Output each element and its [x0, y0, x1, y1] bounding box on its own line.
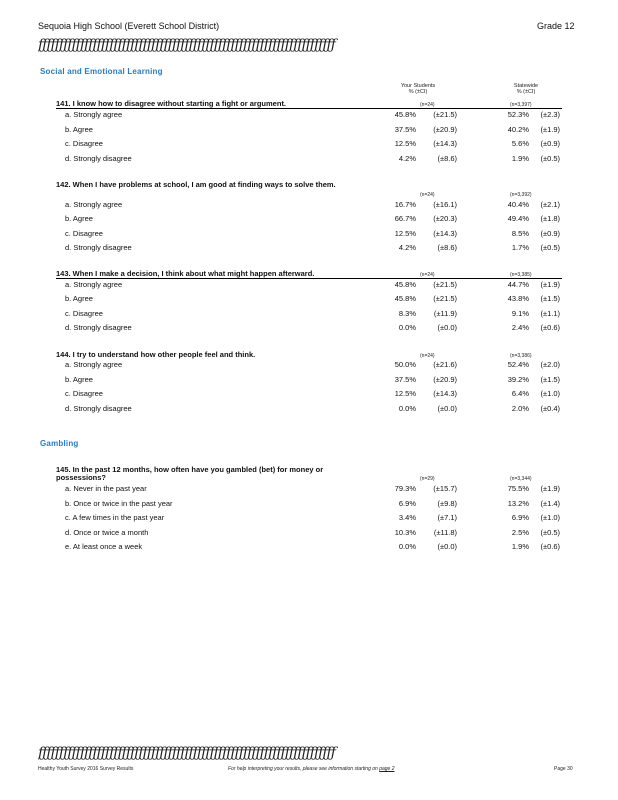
option-label: a. Never in the past year	[65, 484, 147, 493]
question-title: 145. In the past 12 months, how often have you gambled (bet) for money or possessions?	[56, 465, 324, 482]
table-row	[0, 323, 618, 337]
n-yours: (n=24)	[420, 102, 435, 108]
state-percent: 2.0%	[511, 404, 529, 413]
your-percent: 12.5%	[394, 229, 416, 238]
col-head-state	[496, 83, 556, 95]
your-ci: (±21.5)	[433, 280, 457, 289]
question-rule	[56, 278, 562, 279]
decorative-rule-bottom: ƒƒƒƒƒƒƒƒƒƒƒƒƒƒƒƒƒƒƒƒƒƒƒƒƒƒƒƒƒƒƒƒƒƒƒƒƒƒƒƒƒƒƒƒƒƒƒƒƒƒƒƒƒƒƒƒƒƒƒƒƒƒƒƒƒƒƒƒƒƒƒ	[38, 745, 335, 761]
your-ci: (±7.1)	[437, 513, 457, 522]
your-percent: 45.8%	[394, 280, 416, 289]
your-ci: (±15.7)	[433, 484, 457, 493]
your-ci: (±14.3)	[433, 229, 457, 238]
n-state: (n=3,397)	[510, 102, 532, 108]
state-ci: (±1.5)	[540, 375, 560, 384]
option-label: a. Strongly agree	[65, 200, 123, 209]
state-ci: (±1.1)	[540, 309, 560, 318]
n-yours: (n=29)	[420, 476, 435, 482]
your-percent: 79.3%	[394, 484, 416, 493]
option-label: a. Strongly agree	[65, 360, 123, 369]
table-row	[0, 375, 618, 389]
table-row	[0, 360, 618, 374]
state-percent: 1.9%	[511, 542, 529, 551]
option-label: e. At least once a week	[65, 542, 143, 551]
table-row	[0, 243, 618, 257]
state-percent: 52.4%	[507, 360, 529, 369]
state-ci: (±1.9)	[540, 484, 560, 493]
option-label: d. Strongly disagree	[65, 404, 132, 413]
state-percent: 52.3%	[507, 110, 529, 119]
your-percent: 10.3%	[394, 528, 416, 537]
table-row	[0, 214, 618, 228]
question-title: 141. I know how to disagree without starting a fight or argument.	[56, 99, 287, 108]
state-ci: (±1.0)	[540, 513, 560, 522]
option-label: b. Once or twice in the past year	[65, 499, 173, 508]
section-title-social: Social and Emotional Learning	[40, 67, 163, 76]
your-ci: (±21.5)	[433, 110, 457, 119]
table-row	[0, 200, 618, 214]
n-state: (n=3,385)	[510, 272, 532, 278]
your-ci: (±20.3)	[433, 214, 457, 223]
your-ci: (±9.8)	[437, 499, 457, 508]
question-title: 142. When I have problems at school, I am good at finding ways to solve them.	[56, 180, 336, 189]
state-ci: (±0.5)	[540, 528, 560, 537]
table-row	[0, 499, 618, 513]
option-label: c. Disagree	[65, 389, 103, 398]
state-ci: (±0.4)	[540, 404, 560, 413]
question-title: 143. When I make a decision, I think about what might happen afterward.	[56, 269, 315, 278]
your-ci: (±8.6)	[437, 243, 457, 252]
your-percent: 12.5%	[394, 389, 416, 398]
your-ci: (±14.3)	[433, 389, 457, 398]
your-ci: (±11.9)	[433, 309, 457, 318]
table-row	[0, 125, 618, 139]
n-yours: (n=24)	[420, 192, 435, 198]
your-percent: 4.2%	[398, 154, 416, 163]
state-percent: 2.5%	[511, 528, 529, 537]
state-percent: 9.1%	[511, 309, 529, 318]
option-label: d. Strongly disagree	[65, 154, 132, 163]
your-percent: 6.9%	[398, 499, 416, 508]
state-ci: (±2.3)	[540, 110, 560, 119]
table-row	[0, 404, 618, 418]
option-label: b. Agree	[65, 294, 93, 303]
your-percent: 16.7%	[394, 200, 416, 209]
col-head-state-line1: Statewide	[513, 83, 539, 89]
state-percent: 40.4%	[507, 200, 529, 209]
table-row	[0, 139, 618, 153]
state-ci: (±1.5)	[540, 294, 560, 303]
state-ci: (±0.5)	[540, 154, 560, 163]
option-label: a. Strongly agree	[65, 110, 123, 119]
table-row	[0, 110, 618, 124]
n-state: (n=3,386)	[510, 353, 532, 359]
col-head-state-line2: % (±CI)	[516, 89, 536, 95]
your-ci: (±8.6)	[437, 154, 457, 163]
your-ci: (±0.0)	[437, 323, 457, 332]
table-row	[0, 513, 618, 527]
option-label: b. Agree	[65, 375, 93, 384]
state-ci: (±1.4)	[540, 499, 560, 508]
col-head-yours-line2: % (±CI)	[408, 89, 428, 95]
table-row	[0, 309, 618, 323]
state-ci: (±2.1)	[540, 200, 560, 209]
n-state: (n=3,392)	[510, 192, 532, 198]
table-row	[0, 229, 618, 243]
option-label: c. Disagree	[65, 229, 103, 238]
your-percent: 8.3%	[398, 309, 416, 318]
state-percent: 75.5%	[507, 484, 529, 493]
state-ci: (±1.0)	[540, 389, 560, 398]
your-ci: (±0.0)	[437, 404, 457, 413]
state-ci: (±0.5)	[540, 243, 560, 252]
table-row	[0, 154, 618, 168]
your-percent: 37.5%	[394, 375, 416, 384]
option-label: c. A few times in the past year	[65, 513, 165, 522]
state-percent: 13.2%	[507, 499, 529, 508]
state-percent: 40.2%	[507, 125, 529, 134]
page-number: Page 30	[554, 766, 573, 772]
your-percent: 45.8%	[394, 110, 416, 119]
your-ci: (±11.8)	[433, 528, 457, 537]
your-ci: (±0.0)	[437, 542, 457, 551]
footer-survey-title: Healthy Youth Survey 2016 Survey Results	[38, 766, 134, 772]
option-label: b. Agree	[65, 214, 93, 223]
your-percent: 37.5%	[394, 125, 416, 134]
your-ci: (±21.6)	[433, 360, 457, 369]
your-ci: (±16.1)	[433, 200, 457, 209]
your-percent: 66.7%	[394, 214, 416, 223]
col-head-yours	[388, 83, 448, 95]
state-ci: (±1.8)	[540, 214, 560, 223]
your-ci: (±21.5)	[433, 294, 457, 303]
your-ci: (±20.9)	[433, 125, 457, 134]
your-ci: (±20.9)	[433, 375, 457, 384]
n-yours: (n=24)	[420, 272, 435, 278]
option-label: b. Agree	[65, 125, 93, 134]
col-head-yours-line1: Your Students	[400, 83, 436, 89]
n-yours: (n=24)	[420, 353, 435, 359]
footer-help-text	[228, 766, 395, 772]
state-ci: (±0.6)	[540, 323, 560, 332]
your-percent: 50.0%	[394, 360, 416, 369]
school-name: Sequoia High School (Everett School District)	[38, 21, 220, 31]
your-ci: (±14.3)	[433, 139, 457, 148]
state-percent: 6.9%	[511, 513, 529, 522]
your-percent: 0.0%	[398, 404, 416, 413]
state-percent: 6.4%	[511, 389, 529, 398]
your-percent: 0.0%	[398, 542, 416, 551]
grade-label: Grade 12	[537, 21, 575, 31]
your-percent: 3.4%	[398, 513, 416, 522]
state-ci: (±1.9)	[540, 125, 560, 134]
your-percent: 0.0%	[398, 323, 416, 332]
n-state: (n=3,344)	[510, 476, 532, 482]
section-title-gambling: Gambling	[40, 439, 79, 448]
state-percent: 1.7%	[511, 243, 529, 252]
option-label: a. Strongly agree	[65, 280, 123, 289]
state-percent: 1.9%	[511, 154, 529, 163]
table-row	[0, 294, 618, 308]
state-ci: (±1.9)	[540, 280, 560, 289]
table-row	[0, 528, 618, 542]
option-label: d. Strongly disagree	[65, 323, 132, 332]
option-label: c. Disagree	[65, 309, 103, 318]
state-percent: 2.4%	[511, 323, 529, 332]
state-ci: (±2.0)	[540, 360, 560, 369]
state-ci: (±0.9)	[540, 229, 560, 238]
state-ci: (±0.9)	[540, 139, 560, 148]
state-percent: 44.7%	[507, 280, 529, 289]
question-title: 144. I try to understand how other people feel and think.	[56, 350, 256, 359]
state-percent: 49.4%	[507, 214, 529, 223]
state-percent: 43.8%	[507, 294, 529, 303]
state-ci: (±0.6)	[540, 542, 560, 551]
option-label: d. Once or twice a month	[65, 528, 149, 537]
table-row	[0, 280, 618, 294]
your-percent: 45.8%	[394, 294, 416, 303]
your-percent: 4.2%	[398, 243, 416, 252]
your-percent: 12.5%	[394, 139, 416, 148]
table-row	[0, 484, 618, 498]
state-percent: 8.5%	[511, 229, 529, 238]
footer-page-link[interactable]: page 2	[379, 766, 395, 772]
state-percent: 39.2%	[507, 375, 529, 384]
state-percent: 5.6%	[511, 139, 529, 148]
table-row	[0, 542, 618, 556]
option-label: d. Strongly disagree	[65, 243, 132, 252]
footer-help-label: For help interpreting your results, please see information starting on	[228, 766, 378, 772]
decorative-rule-top: ƒƒƒƒƒƒƒƒƒƒƒƒƒƒƒƒƒƒƒƒƒƒƒƒƒƒƒƒƒƒƒƒƒƒƒƒƒƒƒƒƒƒƒƒƒƒƒƒƒƒƒƒƒƒƒƒƒƒƒƒƒƒƒƒƒƒƒƒƒƒƒ	[38, 37, 335, 53]
question-rule	[56, 108, 562, 109]
option-label: c. Disagree	[65, 139, 103, 148]
table-row	[0, 389, 618, 403]
